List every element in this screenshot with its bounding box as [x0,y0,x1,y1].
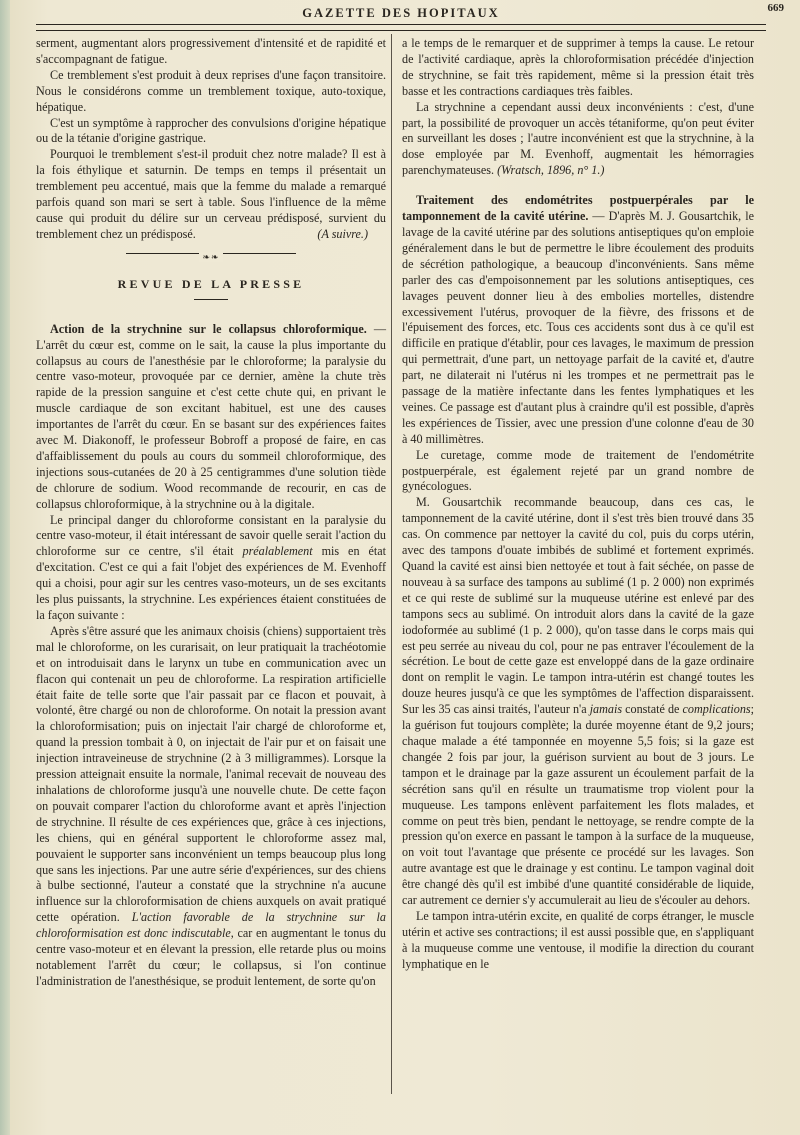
header-rule [36,24,766,31]
journal-title: GAZETTE DES HOPITAUX [302,6,500,20]
paragraph-text: mis en état d'excitation. C'est ce qui a fait l'objet des expériences de M. Evenhoff qui a choisi, pour agir sur les centres vaso-moteurs, un de ses excitants les plus puissants, la strychnine. Les expériences étaient constituées de la façon suivante : [36,544,386,622]
paragraph-text: , car en augmentant le tonus du centre vaso-moteur et en élevant la pression, elle retarde plus ou moins notablement l'arrêt du cœur; le collapsus, si l'on continue l'administration de l'anesthésique, se produit lentement, de sorte qu'on [36,926,387,988]
article-heading: Traitement des endométrites postpuerpérales par le tamponnement de la cavité utérine. [402,193,754,224]
paragraph [402,100,754,180]
column-divider [391,34,392,1094]
section-ornament: ❧❧ [36,249,386,257]
emphasis: complications [682,702,751,717]
right-column [402,36,754,973]
paragraph: serment, augmentant alors progressivement d'intensité et de rapidité et s'accompagnant de fatigue. [36,36,386,66]
page-edge [0,0,10,1135]
paragraph: Le tampon intra-utérin excite, en qualité de corps étranger, le muscle utérin et active ses contractions; il est aussi possible que, en s'appliquant à la muqueuse comme une ventouse, il modifie la direction du courant lymphatique en le [402,908,754,971]
section-rule [194,299,228,300]
page-number: 669 [767,2,784,14]
section-title: REVUE DE LA PRESSE [117,276,305,291]
paragraph-text: Après s'être assuré que les animaux choisis (chiens) supportaient très mal le chloroforme, on les curarisait, on leur pratiquait la trachéotomie et on introduisait dans le larynx un tube en communication avec un flacon qui contenait un peu de chloroforme. La respiration artificielle était faite de telle sorte que l'air passait par ce flacon et pouvait, à volonté, être chargé ou non de chloroforme. On notait la pression avant la chloroformisation; puis on injectait l'air chargé de chloroforme et, quand la pression tombait à 0, on injectait de l'air pur et on faisait une injection intraveineuse de strychnine (2 à 3 milligrammes). Lorsque la pression atteignait ensuite la normale, l'animal recevait de nouveau des inhalations de chloroforme jusqu'à une nouvelle chute. De cette façon on pouvait comparer l'action du chloroforme avant et après l'injection de strychnine. Il résulte de ces expériences que, grâce à ces injections, les chiens, qui en général supportent le chloroforme assez mal, pouvaient le supporter sans inconvénient un temps beaucoup plus long que sans les injections. Par une autre série d'expériences, sur des chiens à bulbe sectionné, l'auteur a constaté que la strychnine n'a aucune influence sur la chloroformisation de chiens auxquels on avait pratiqué cette opération. [36,623,386,925]
paragraph-text: M. Gousartchik recommande beaucoup, dans ces cas, le tamponnement de la cavité utérine, dont il s'est très bien trouvé dans 35 cas. On commence par nettoyer la cavité du col, puis du corps utérin, avec des tampons d'ouate imbibés de sublimé et fortement exprimés. Quand la cavité est ainsi bien nettoyée et tout à fait séchée, on passe de nouveau à sa surface des tampons au sublimé (1 p. 2 000) non exprimés et ce qui reste de sublimé sur la muqueuse utérine est enlevé par des tampons secs au sublimé. On introduit alors dans la cavité de la gaze iodoformée au sublimé (1 p. 2 000), qu'on tasse dans le corps mais qui est peu serrée au niveau du col, pour ne pas entraver l'écoulement de la sécrétion. Le bout de cette gaze est enveloppé dans de la gaze ordinaire dont on remplit le vagin. Le tampon intra-utérin est changé toutes les douze heures jusqu'à ce que les symptômes de l'affection disparaissent. Sur les 35 cas ainsi traités, l'auteur n'a [402,495,754,717]
article-strychnine [36,322,386,513]
paragraph [36,513,386,624]
paragraph: C'est un symptôme à rapprocher des convulsions d'origine hépatique ou de la tétanie d'origine gastrique. [36,115,386,146]
paragraph-text: Le principal danger du chloroforme consistant en la paralysie du centre vaso-moteur, il était intéressant de savoir quelle serait l'action du chloroforme sur ce centre, s'il était [36,512,386,559]
article-heading: Action de la strychnine sur le collapsus chloroformique. [50,321,367,336]
paragraph-text: Pourquoi le tremblement s'est-il produit chez notre malade? Il est à la fois éthylique et saturnin. De temps en temps il présentait un tremblement peu accentué, mais que la femme du malade a remarqué parfois quand son mari se sert à table. Sous l'influence de la même cause qui produit du délire sur un cerveau prédisposé, survient du tremblement chez un prédisposé. [36,147,386,241]
citation: (Wratsch, 1896, n° 1.) [497,163,605,178]
article-text: — L'arrêt du cœur est, comme on le sait, la cause la plus importante du collapsus au cours de l'anesthésie par le chloroforme; la paralysie du centre vaso-moteur, provoquée par ce dernier, amène la chute très rapide de la pression sanguine et c'est cette chute qui, en privant le muscle cardiaque de son excitant habituel, est une des causes importantes de l'arrêt du cœur. En se basant sur des expériences faites avec M. Diakonoff, le professeur Bobroff a proposé de faire, en cas d'affaiblissement du pouls au cours du sommeil chloroformique, des injections sous-cutanées de 20 à 25 centigrammes d'une solution tiède de chlorure de sodium. Wood recommande de recourir, en cas de collapsus chloroformique, à la strychnine ou à la digitale. [36,321,386,511]
paragraph: a le temps de le remarquer et de supprimer à temps la cause. Le retour de l'activité cardiaque, après la chloroformisation précédée d'injection de strychnine, se fait très rapidement, même si la pression était très basse et les contractions cardiaques très faibles. [402,36,754,98]
paragraph-text: constaté de [622,702,683,717]
running-header [36,2,784,24]
emphasis: L'action favorable de la strychnine sur la chloroformisation est donc indiscutable [36,910,386,941]
paragraph [36,147,386,242]
paragraph [402,495,754,909]
to-be-continued: (A suivre.) [317,226,368,241]
paragraph: Ce tremblement s'est produit à deux reprises d'une façon transitoire. Nous le considérons comme un tremblement toxique, auto-toxique, hépatique. [36,67,386,114]
emphasis: jamais [589,702,623,717]
article-text: — D'après M. J. Gousartchik, le lavage de la cavité utérine par des solutions antiseptiques qu'on emploie généralement dans le but de permettre le libre écoulement des produits de sécrétion pathologique, a beaucoup d'inconvénients. Sans même parler des cas d'empoisonnement par les solutions antiseptiques, ces lavages peuvent donner lieu à des embolies mortelles, distendre excessivement l'utérus, provoquer de la fièvre, des frissons et de l'épuisement des forces, etc. Tous ces accidents sont dus à ce qu'il est difficile en pratique d'établir, pour ces lavages, le maximum de pression qui permettrait, d'une part, un nettoyage parfait de la cavité et, d'autre part, ne dilaterait ni l'utérus ni les trompes et ne permettrait pas le passage de la matière infectante dans les fentes lymphatiques et les veines. Ce passage est d'autant plus à craindre qu'il est possible, d'après les expériences de Tissier, avec une pression d'une colonne d'eau de 30 à 40 millimètres. [402,209,754,446]
paragraph [36,624,386,990]
paragraph: Le curetage, comme mode de traitement de l'endométrite postpuerpérale, est également rejeté par un grand nombre de gynécologues. [402,447,754,494]
paragraph-text: La strychnine a cependant aussi deux inconvénients : c'est, d'une part, la possibilité de provoquer un accès tétaniforme, qu'on peut éviter en surveillant les doses ; l'autre inconvénient est que la strychnine, à la dose employée par M. Evenhoff, augmentait les hémorragies parenchymateuses. [402,99,754,178]
left-column [36,36,386,990]
paragraph-text: ; la guérison fut toujours complète; la durée moyenne étant de 9,2 jours; chaque malade a été tamponnée en moyenne 5,5 fois; si la gaze est changée 2 fois par jour, la guérison survient au bout de 3 jours. Le tampon et le drainage par la gaze assurent un écoulement parfait de la sécrétion sans qu'il en résulte un traumatisme trop violent pour la muqueuse. Les tampons enlèvent parfaitement les flots malades, et comme on peut très bien, pendant le nettoyage, se rendre compte de la pression qu'on exerce en passant le tampon à la surface de la muqueuse, on voit tout l'avantage que présente ce procédé sur les lavages. Son autre avantage est que le drainage y est continu. Le tampon vaginal doit être changé dès qu'il est imbibé d'une quantité considérable de liquide, car autrement ce dernier s'y accumulerait au lieu de s'écouler au dehors. [402,702,755,908]
emphasis: préalablement [242,544,313,559]
article-endometrites [402,193,754,448]
